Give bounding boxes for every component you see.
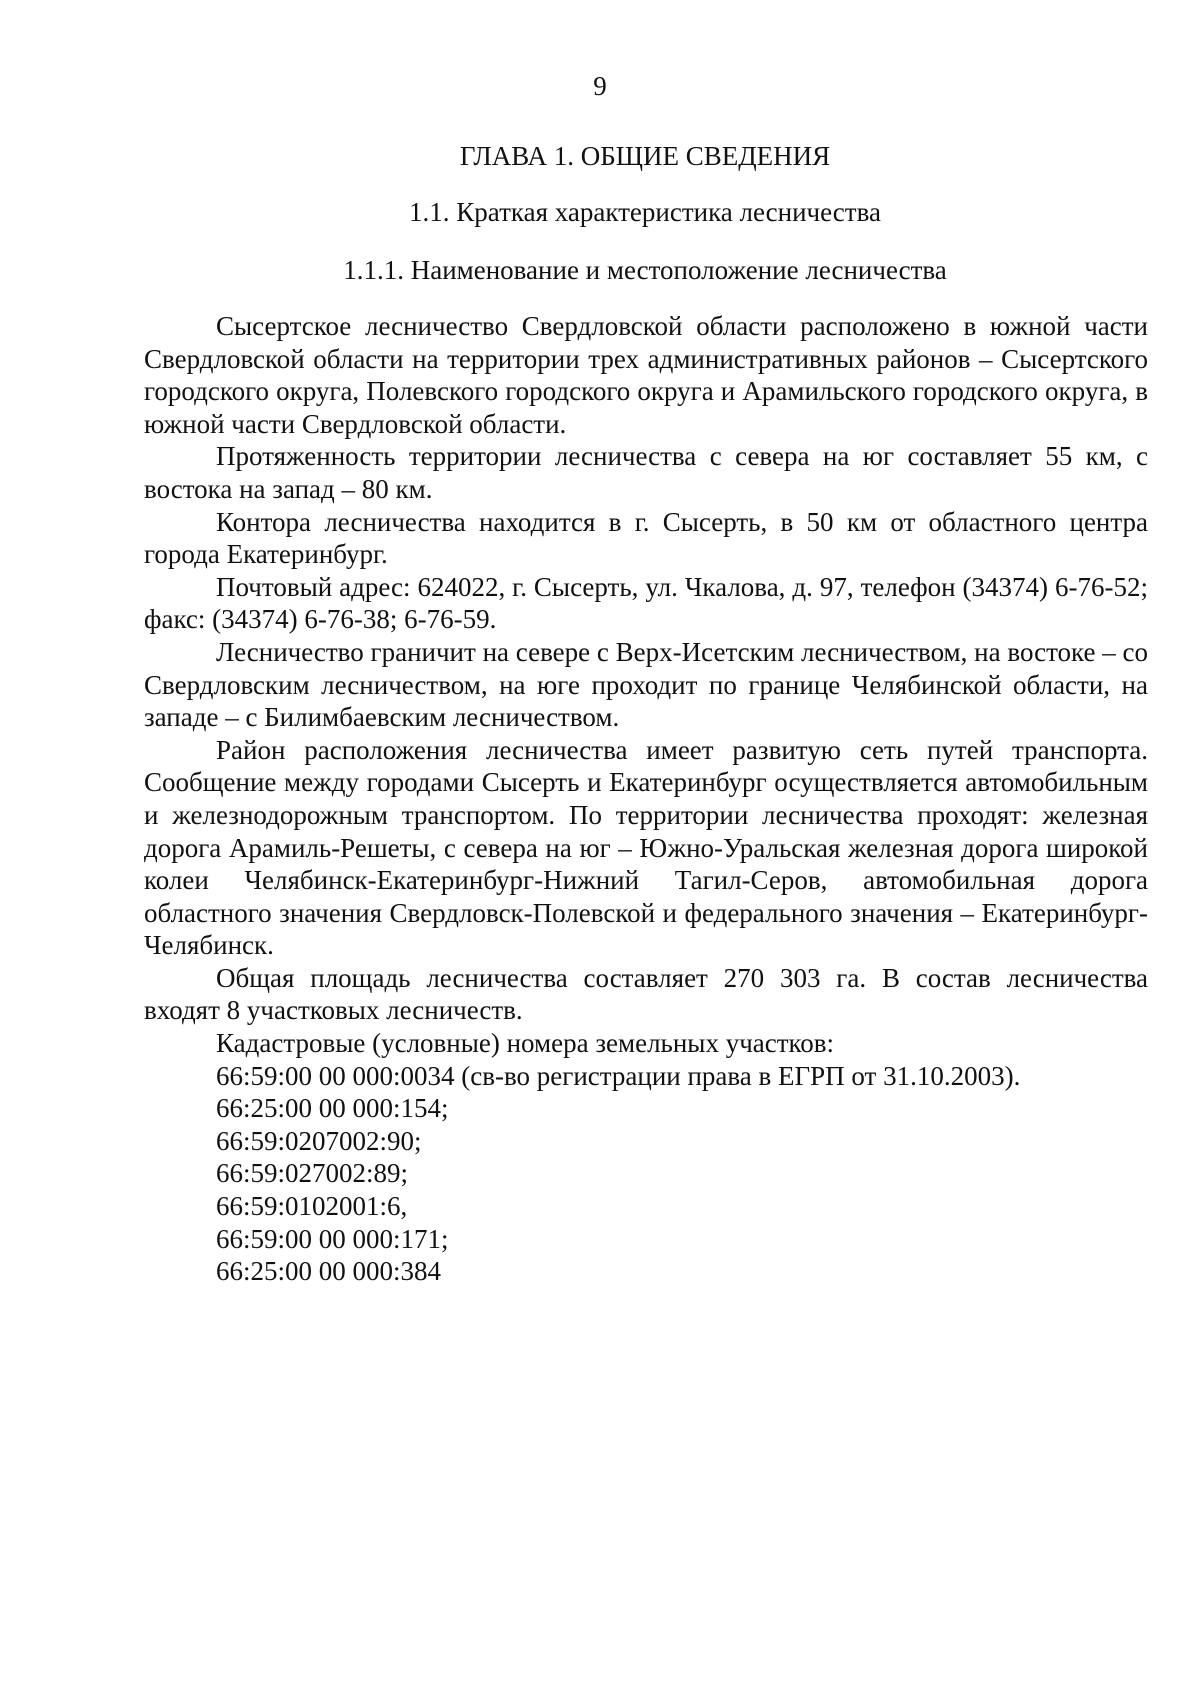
chapter-title: ГЛАВА 1. ОБЩИЕ СВЕДЕНИЯ — [459, 141, 831, 171]
cadastral-number-item: 66:59:0207002:90; — [216, 1125, 422, 1156]
body-text — [144, 310, 1148, 1288]
cadastral-number-item: 66:25:00 00 000:384 — [216, 1256, 442, 1287]
cadastral-number-item: 66:59:00 00 000:0034 (св-во регистрации права в ЕГРП от 31.10.2003). — [216, 1060, 1021, 1091]
paragraph-postal-address: Почтовый адрес: 624022, г. Сысерть, ул. Чкалова, д. 97, телефон (34374) 6-76-52; факс: (34374) 6-76-38; 6-76-59. — [144, 571, 1148, 635]
paragraph-area: Общая площадь лесничества составляет 270 303 га. В состав лесничества входят 8 участковых лесничеств. — [144, 962, 1148, 1026]
cadastral-number-item: 66:59:027002:89; — [216, 1158, 409, 1189]
subsection-title: 1.1.1. Наименование и местоположение лесничества — [343, 255, 947, 285]
paragraph-transport: Район расположения лесничества имеет развитую сеть путей транспорта. Сообщение между городами Сысерть и Екатеринбург осуществляется автомобильным и железнодорожным транспортом. По территории лесничества проходят: железная дорога Арамиль-Решеты, с севера на юг – Южно-Уральская железная дорога широкой колеи Челябинск-Екатеринбург-Нижний Тагил-Серов, автомобильная дорога областного значения Свердловск-Полевской и федерального значения – Екатеринбург-Челябинск. — [144, 734, 1148, 961]
cadastral-number-item: 66:25:00 00 000:154; — [216, 1093, 449, 1124]
paragraph-extent: Протяженность территории лесничества с севера на юг составляет 55 км, с востока на запад – 80 км. — [144, 441, 1148, 504]
page-number: 9 — [593, 71, 607, 101]
paragraph-location: Сысертское лесничество Свердловской области расположено в южной части Свердловской области на территории трех административных районов – Сысертского городского округа, Полевского городского округа и Арамильского городского округа, в южной части Свердловской области. — [144, 311, 1148, 439]
section-title: 1.1. Краткая характеристика лесничества — [409, 197, 881, 227]
paragraph-borders: Лесничество граничит на севере с Верх-Исетским лесничеством, на востоке – со Свердловским лесничеством, на юге проходит по границе Челябинской области, на западе – с Билимбаевским лесничеством. — [144, 636, 1148, 733]
cadastral-number-item: 66:59:00 00 000:171; — [216, 1223, 449, 1254]
paragraph-office: Контора лесничества находится в г. Сысерть, в 50 км от областного центра города Екатеринбург. — [144, 506, 1148, 570]
cadastral-number-item: 66:59:0102001:6, — [216, 1191, 408, 1222]
paragraph-cadastral-heading: Кадастровые (условные) номера земельных участков: — [216, 1028, 835, 1059]
cadastral-number-list — [144, 1060, 1148, 1288]
